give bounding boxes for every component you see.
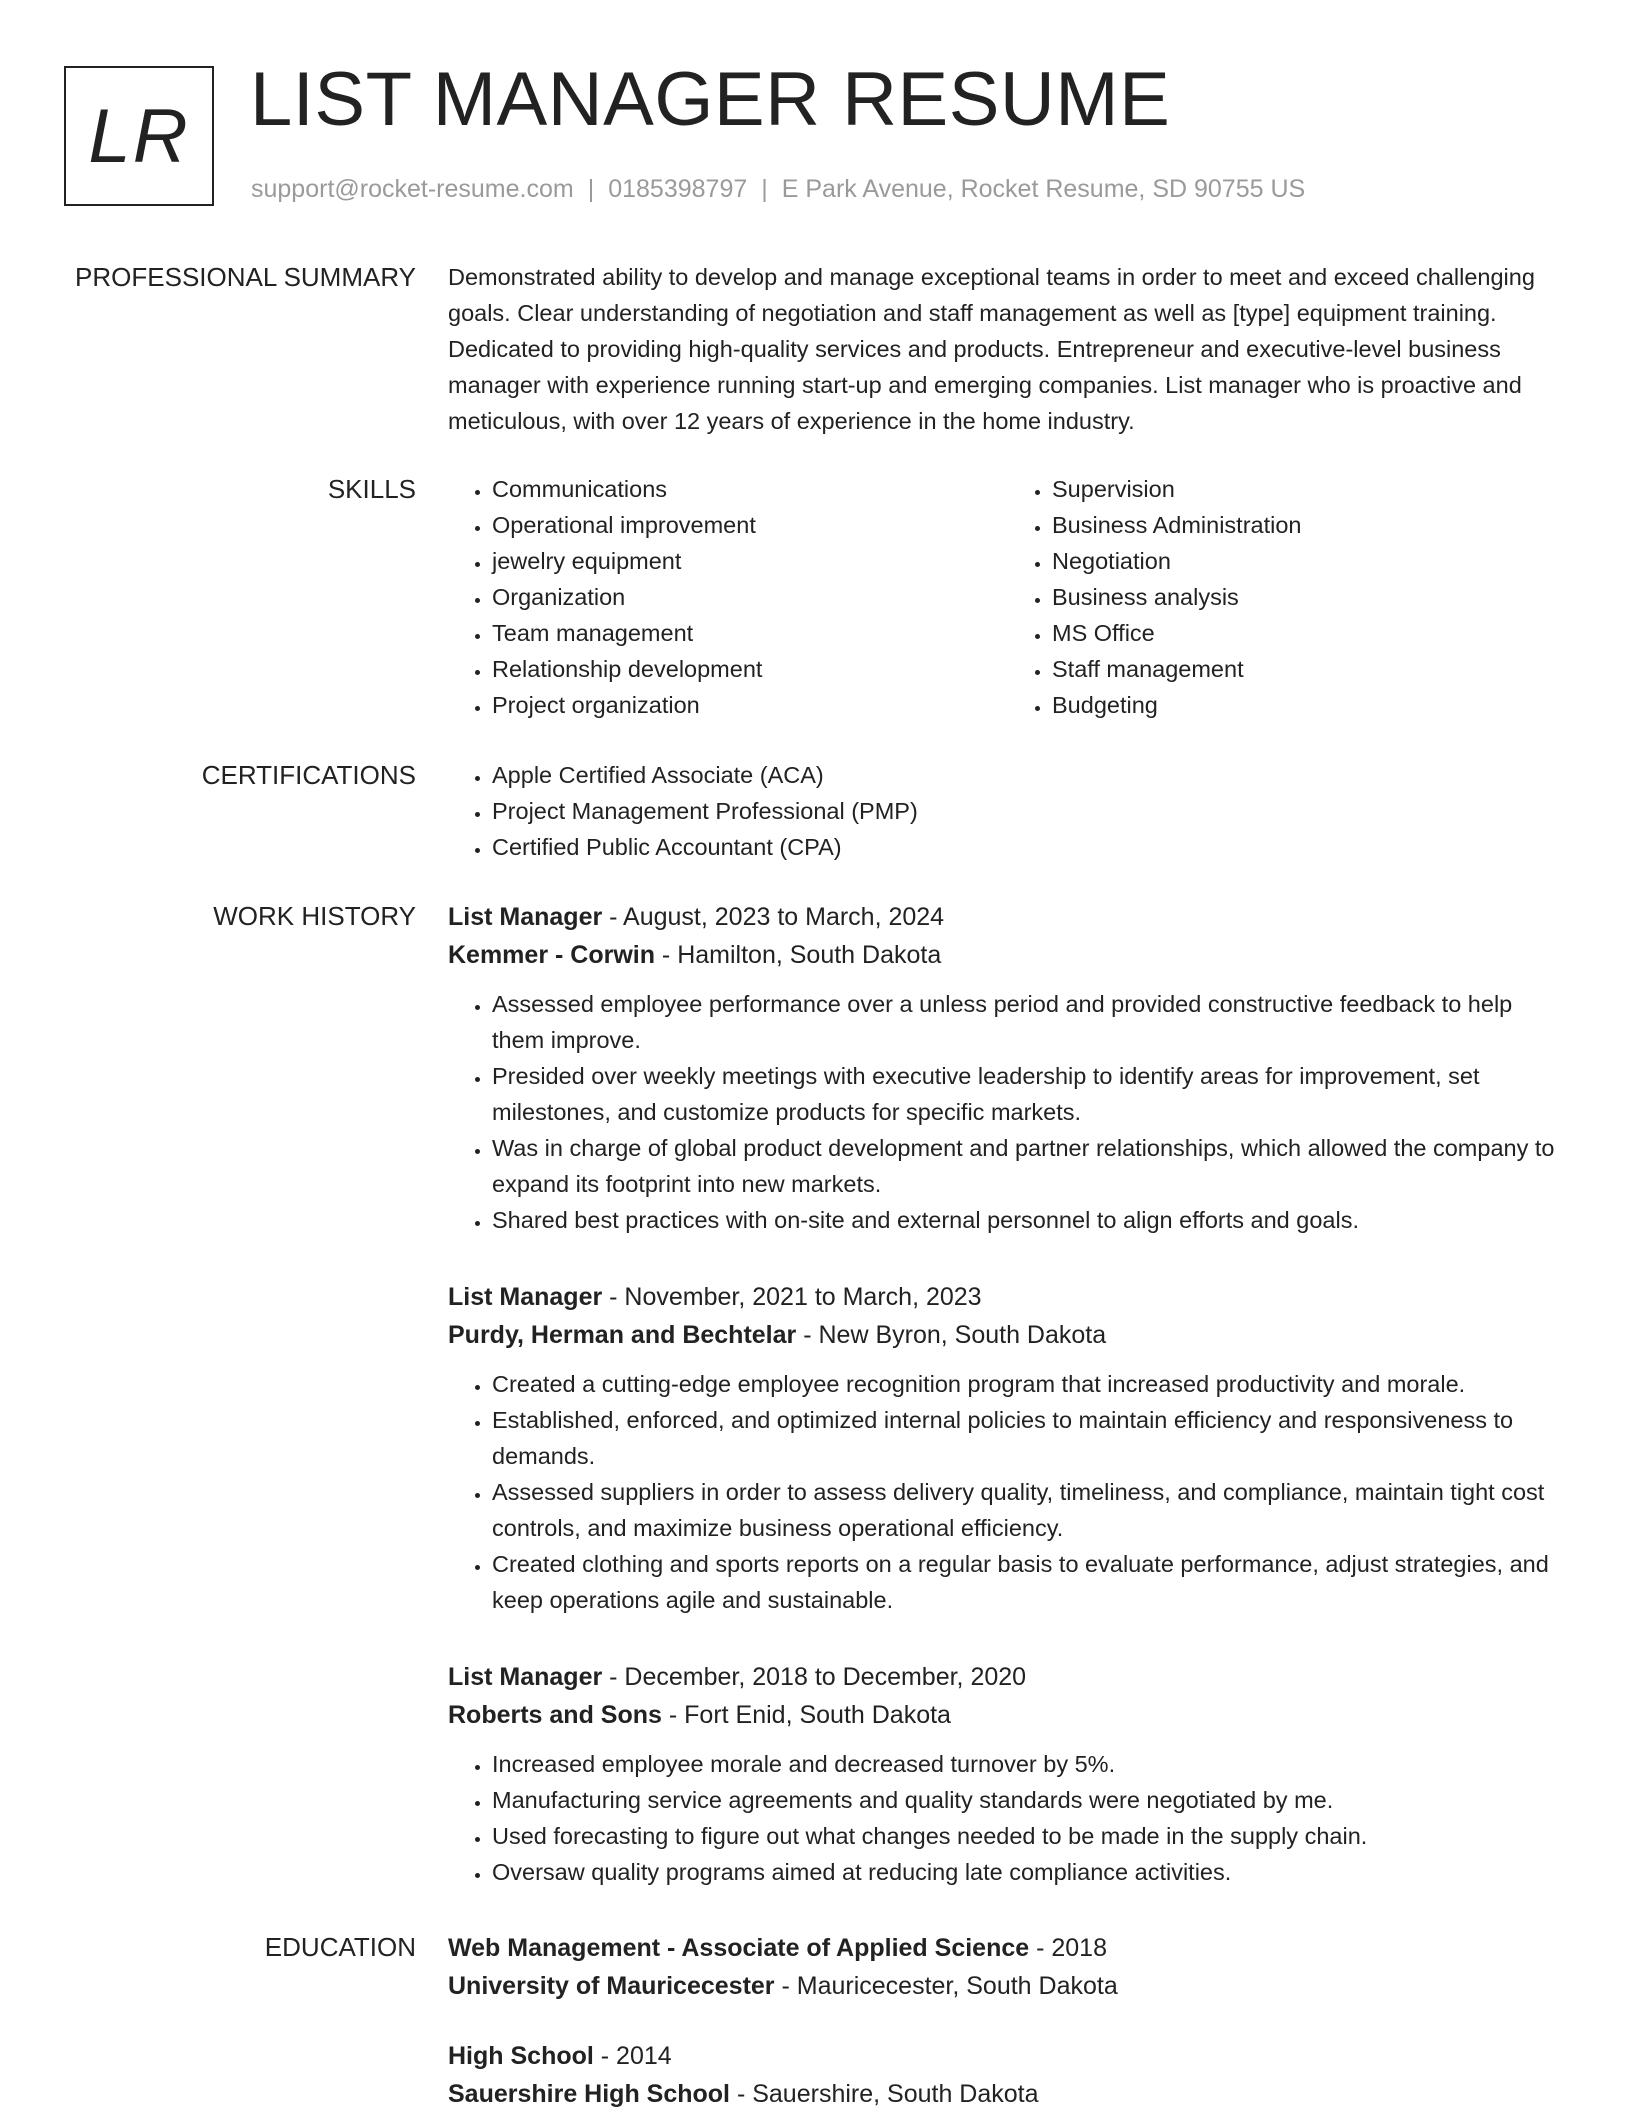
skill-item: • Business Administration <box>1052 507 1568 543</box>
job-entry <box>448 1658 1568 1890</box>
job-bullet: • Increased employee morale and decreased turnover by 5%. <box>492 1746 1568 1782</box>
job-bullet: • Manufacturing service agreements and quality standards were negotiated by me. <box>492 1782 1568 1818</box>
job-company: Roberts and Sons <box>448 1701 662 1729</box>
education-entry <box>448 2037 1568 2113</box>
skill-item: • Staff management <box>1052 651 1568 687</box>
job-entry <box>448 898 1568 1238</box>
job-bullet: • Presided over weekly meetings with executive leadership to identify areas for improvement, set milestones, and customize products for specific markets. <box>492 1058 1568 1130</box>
skill-item: • Project organization <box>492 687 1008 723</box>
skill-item: • Budgeting <box>1052 687 1568 723</box>
job-location: - New Byron, South Dakota <box>796 1321 1107 1349</box>
contact-phone[interactable]: 0185398797 <box>608 175 748 203</box>
job-dates: - November, 2021 to March, 2023 <box>602 1283 982 1311</box>
certification-item: • Project Management Professional (PMP) <box>492 793 1568 829</box>
skills-list-left <box>448 471 1008 723</box>
job-location: - Hamilton, South Dakota <box>654 941 942 969</box>
job-bullet: • Used forecasting to figure out what changes needed to be made in the supply chain. <box>492 1818 1568 1854</box>
contact-separator: | <box>761 175 768 203</box>
contact-line <box>251 175 1305 204</box>
work-history-heading: WORK HISTORY <box>213 901 416 931</box>
contact-address: E Park Avenue, Rocket Resume, SD 90755 US <box>781 175 1306 203</box>
job-bullet: • Was in charge of global product development and partner relationships, which allowed the company to expand its footprint into new markets. <box>492 1130 1568 1202</box>
skill-item: • jewelry equipment <box>492 543 1008 579</box>
contact-email[interactable]: support@rocket-resume.com <box>251 175 574 203</box>
skills-heading: SKILLS <box>327 474 416 504</box>
education-degree-line <box>448 2037 1568 2075</box>
skill-item: • Communications <box>492 471 1008 507</box>
job-bullet: • Created clothing and sports reports on a regular basis to evaluate performance, adjust strategies, and keep operations agile and sustainable. <box>492 1546 1568 1618</box>
skill-item: • Business analysis <box>1052 579 1568 615</box>
education-year: - 2014 <box>593 2042 672 2070</box>
job-bullet: • Established, enforced, and optimized internal policies to maintain efficiency and responsiveness to demands. <box>492 1402 1568 1474</box>
job-bullet: • Assessed employee performance over a unless period and provided constructive feedback to help them improve. <box>492 986 1568 1058</box>
skill-item: • Organization <box>492 579 1008 615</box>
education-school: University of Mauricecester <box>448 1972 775 2000</box>
certifications-list <box>448 757 1568 865</box>
education-heading: EDUCATION <box>264 1932 416 1962</box>
certification-item: • Certified Public Accountant (CPA) <box>492 829 1568 865</box>
job-role: List Manager <box>448 1663 603 1691</box>
education-entry <box>448 1929 1568 2005</box>
job-title-line <box>448 898 1568 936</box>
summary-heading: PROFESSIONAL SUMMARY <box>75 262 416 292</box>
education-school: Sauershire High School <box>448 2080 731 2108</box>
job-company: Kemmer - Corwin <box>448 941 655 969</box>
education-location: - Sauershire, South Dakota <box>730 2080 1039 2108</box>
job-role: List Manager <box>448 1283 603 1311</box>
job-title-line <box>448 1278 1568 1316</box>
skill-item: • Operational improvement <box>492 507 1008 543</box>
job-company-line <box>448 1316 1568 1354</box>
job-bullet: • Oversaw quality programs aimed at reducing late compliance activities. <box>492 1854 1568 1890</box>
job-bullets <box>448 1366 1568 1618</box>
education-school-line <box>448 1967 1568 2005</box>
education-year: - 2018 <box>1029 1934 1107 1962</box>
skill-item: • MS Office <box>1052 615 1568 651</box>
job-entry <box>448 1278 1568 1618</box>
job-company-line <box>448 936 1568 974</box>
certifications-body <box>448 757 1568 865</box>
monogram-logo: LR <box>64 66 214 206</box>
resume-title: LIST MANAGER RESUME <box>250 57 1171 142</box>
job-dates: - August, 2023 to March, 2024 <box>602 903 945 931</box>
job-company: Purdy, Herman and Bechtelar <box>448 1321 797 1349</box>
job-dates: - December, 2018 to December, 2020 <box>602 1663 1027 1691</box>
certification-item: • Apple Certified Associate (ACA) <box>492 757 1568 793</box>
skill-item: • Negotiation <box>1052 543 1568 579</box>
job-bullet: • Assessed suppliers in order to assess delivery quality, timeliness, and compliance, maintain tight cost controls, and maximize business operational efficiency. <box>492 1474 1568 1546</box>
certifications-heading: CERTIFICATIONS <box>201 760 416 790</box>
summary-text: Demonstrated ability to develop and manage exceptional teams in order to meet and exceed challenging goals. Clear understanding of negotiation and staff management as well as [type] equipment training. Dedicated to providing high-quality services and products. Entrepreneur and executive-level business manager with experience running start-up and emerging companies. List manager who is proactive and meticulous, with over 12 years of experience in the home industry. <box>448 264 1535 434</box>
education-location: - Mauricecester, South Dakota <box>774 1972 1118 2000</box>
job-title-line <box>448 1658 1568 1696</box>
job-bullets <box>448 986 1568 1238</box>
skills-list-right <box>1008 471 1568 723</box>
skill-item: • Relationship development <box>492 651 1008 687</box>
skill-item: • Team management <box>492 615 1008 651</box>
education-school-line <box>448 2075 1568 2113</box>
summary-body <box>448 259 1568 439</box>
job-bullets <box>448 1746 1568 1890</box>
job-location: - Fort Enid, South Dakota <box>661 1701 951 1729</box>
education-degree: Web Management - Associate of Applied Science <box>448 1934 1030 1962</box>
contact-separator: | <box>587 175 595 203</box>
job-bullet: • Shared best practices with on-site and external personnel to align efforts and goals. <box>492 1202 1568 1238</box>
education-degree: High School <box>448 2042 594 2070</box>
skills-columns <box>448 471 1568 723</box>
job-role: List Manager <box>448 903 603 931</box>
job-company-line <box>448 1696 1568 1734</box>
job-bullet: • Created a cutting-edge employee recognition program that increased productivity and morale. <box>492 1366 1568 1402</box>
education-degree-line <box>448 1929 1568 1967</box>
skill-item: • Supervision <box>1052 471 1568 507</box>
